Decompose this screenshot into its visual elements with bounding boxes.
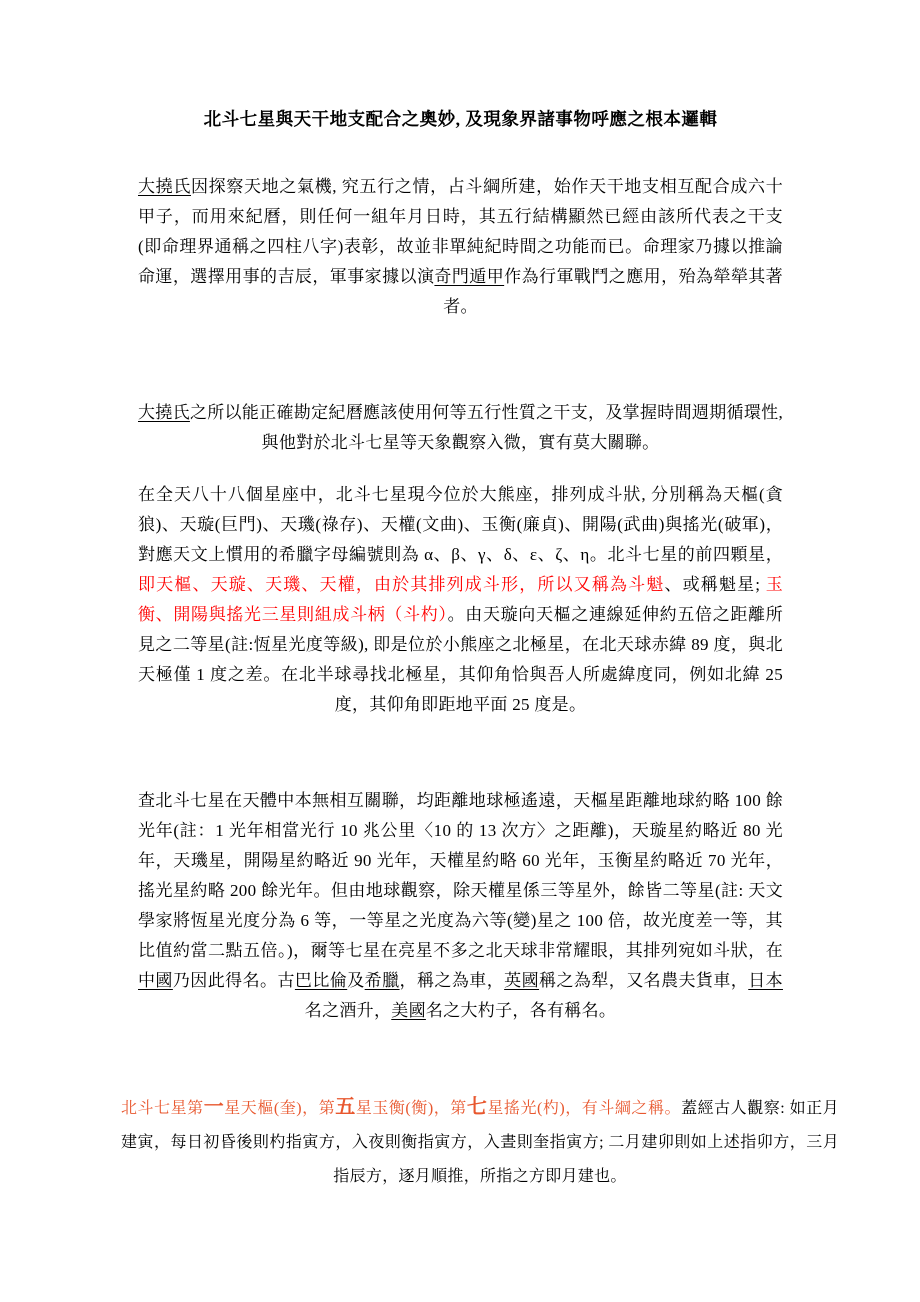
highlighted-text: 一	[203, 1096, 225, 1118]
paragraph-container	[121, 172, 839, 1194]
underlined-term: 大撓氏	[138, 177, 191, 196]
document-title: 北斗七星與天干地支配合之奧妙, 及現象界諸事物呼應之根本邏輯	[203, 109, 718, 129]
highlighted-text: 七	[466, 1096, 488, 1118]
text-segment: 名之大杓子，各有稱名。	[425, 1001, 617, 1020]
text-segment: 因探察天地之氣機, 究五行之情，占斗綱所建，始作天干地支相互配合成六十甲子，而用來紀曆，則任何一組年月日時，其五行結構顯然已經由該所代表之干支(即命理界通稱之四柱八字)表彰，故並非單純紀時間之功能而已。命理家乃據以推論命運，選擇用事的吉辰，軍事家據以演	[138, 177, 784, 286]
paragraph-3	[138, 480, 783, 720]
highlighted-text: 星玉衡(衡)，第	[355, 1100, 467, 1117]
underlined-term: 英國	[504, 971, 540, 990]
paragraph-4	[138, 786, 783, 1026]
text-segment: 名之酒升，	[304, 1001, 392, 1020]
text-segment: 在全天八十八個星座中，北斗七星現今位於大熊座，排列成斗狀, 分別稱為天樞(貪狼)、天璇(巨門)、天璣(祿存)、天權(文曲)、玉衡(廉貞)、開陽(武曲)與搖光(破軍)，對應天文上慣用的希臘字母編號則為 α、β、γ、δ、ε、ζ、η。北斗七星的前四顆星，	[138, 485, 783, 564]
text-segment: 及	[347, 971, 365, 990]
underlined-term: 中國	[138, 971, 173, 990]
text-segment: 。由天璇向天樞之連線延伸約五倍之距離所見之二等星(註:恆星光度等級), 即是位於小熊座之北極星，在北天球赤緯 89 度，與北天極僅 1 度之差。在北半球尋找北極星，其仰角恰與吾人所處緯度同，例如北緯 25 度，其仰角即距地平面 25 度是。	[138, 605, 784, 714]
highlighted-text: 玉衡、開陽與搖光三星則組成斗柄（斗杓）	[138, 575, 783, 624]
highlighted-text: 即天樞、天璇、天璣、天權，由於其排列成斗形，所以又稱為斗魁	[138, 575, 665, 594]
text-segment: 稱之為犁，又名農夫貨車，	[539, 971, 749, 990]
highlighted-text: 北斗七星第	[121, 1100, 204, 1117]
underlined-term: 美國	[391, 1001, 426, 1020]
paragraph-2	[138, 398, 783, 458]
underlined-term: 巴比倫	[294, 971, 348, 990]
text-segment: 乃因此得名。古	[172, 971, 295, 990]
text-segment: 作為行軍戰鬥之應用，殆為犖犖其著者。	[443, 267, 783, 316]
highlighted-text: 星搖光(杓)，有斗綱之稱。	[487, 1100, 682, 1117]
highlighted-text: 星天樞(奎)，第	[224, 1100, 336, 1117]
underlined-term: 大撓氏	[138, 403, 190, 422]
text-segment: ，稱之為車，	[399, 971, 505, 990]
underlined-term: 奇門遁甲	[434, 267, 505, 286]
text-segment: 查北斗七星在天體中本無相互關聯，均距離地球極遙遠，天樞星距離地球約略 100 餘光年(註：1 光年相當光行 10 兆公里〈10 的 13 次方〉之距離)，天璇星約略近 80 光年，天璣星，開陽星約略近 90 光年，天權星約略 60 光年，玉衡星約略近 70 光年，搖光星約略 200 餘光年。但由地球觀察，除天權星係三等星外，餘皆二等星(註: 天文學家將恆星光度分為 6 等，一等星之光度為六等(變)星之 100 倍，故光度差一等，其比值約當二點五倍。)，爾等七星在亮星不多之北天球非常耀眼，其排列宛如斗狀，在	[138, 791, 783, 960]
paragraph-1	[138, 172, 783, 322]
underlined-term: 希臘	[364, 971, 400, 990]
text-segment: 之所以能正確勘定紀曆應該使用何等五行性質之干支，及掌握時間週期循環性, 與他對於北斗七星等天象觀察入微，實有莫大關聯。	[189, 403, 784, 452]
text-segment: 、或稱魁星;	[664, 575, 766, 594]
text-segment: 蓋經古人觀察: 如正月建寅，每日初昏後則杓指寅方，入夜則衡指寅方，入晝則奎指寅方; 二月建卯則如上述指卯方，三月指辰方，逐月順推，所指之方即月建也。	[121, 1100, 839, 1185]
underlined-term: 日本	[748, 971, 783, 990]
highlighted-text: 五	[335, 1096, 356, 1118]
paragraph-5	[121, 1090, 839, 1194]
